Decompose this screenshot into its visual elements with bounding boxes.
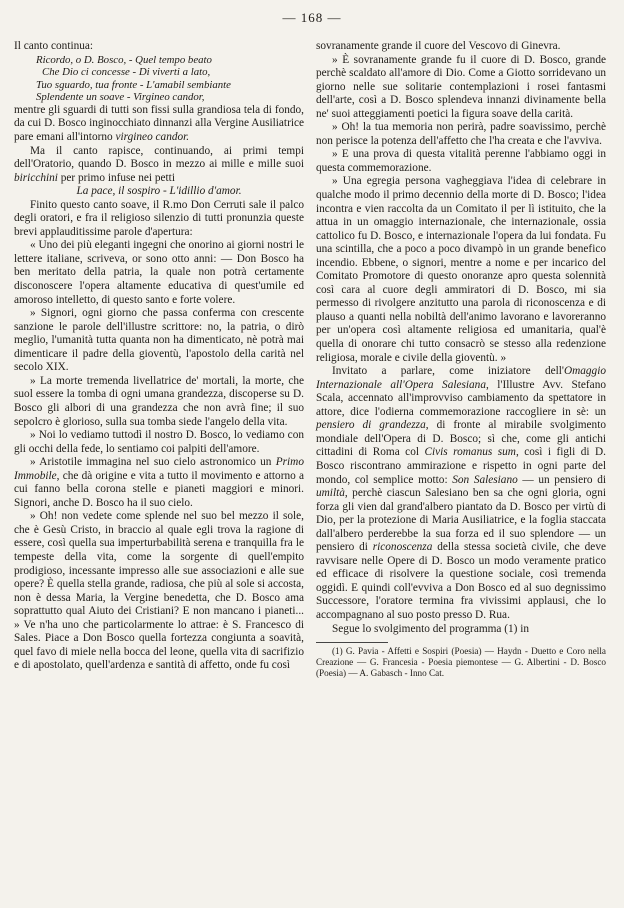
paragraph: [316, 365, 606, 622]
text-span: — un pensiero di: [517, 473, 606, 486]
emphasis: Son Salesiano: [452, 473, 518, 486]
emphasis: Civis romanus sum: [424, 446, 516, 459]
paragraph: » Oh! non vedete come splende nel suo bel mezzo il sole, che è Gesù Cristo, in braccio al quale egli trova la ragione di essere, così quella sua imperturbabilità serena e tranquilla fra le tempeste della vita, come la sorgente di quell'empito prodigioso, incessante impresso alle sue associazioni e alle sue opere? È quella stella grande, radiosa, che più al sole si accosta, non è dessa Maria, la Vergine benedetta, che D. Bosco ama soprattutto qual Aiuto dei Cristiani? E non mancano i pianeti... » Ve n'ha uno che particolarmente lo attrae: è S. Francesco di Sales. Piace a Don Bosco quella fortezza congiunta a soavità, quel favo di miele nella bocca del leone, quella vita di sacrifizio e di apostolato, quell'ardenza e santità di affetto, onde fu così: [14, 510, 304, 672]
paragraph: » La morte tremenda livellatrice de' mortali, la morte, che suol essere la tomba di ogni umana grandezza, discoperse su D. Bosco gli albori di una grandezza che non avrà fine; il suo sepolcro è glorioso, sulla sua tomba siede l'angelo della vita.: [14, 374, 304, 428]
verse-line: Splendente un soave - Virgineo candor,: [36, 91, 205, 104]
verse-line: Ricordo, o D. Bosco, - Quel tempo beato: [36, 53, 212, 66]
text-span: , che dà origine e vita a tutto il movimento e attorno a cui fanno bella corona stelle e pianeti maggiori e minori. Signori, anche D. Bosco ha il suo cielo.: [14, 469, 304, 509]
emphasis: virgineo candor.: [115, 131, 190, 144]
emphasis: pensiero di grandezza: [316, 419, 426, 432]
page-number: — 168 —: [282, 10, 342, 25]
paragraph: Finito questo canto soave, il R.mo Don Cerruti sale il palco degli oratori, e fra il religioso silenzio di tutti pronunzia queste brevi applauditissime parole d'apertura:: [14, 198, 304, 238]
paragraph: » Signori, ogni giorno che passa conferma con crescente sanzione le parole dell'illustre scrittore: no, la patria, o dirò meglio, l'umanità tutta quanta non ha dimenticato, nè potrà mai dimenticare il padre della gioventù, l'apostolo della carità nel secolo XIX.: [14, 307, 304, 374]
paragraph: « Uno dei più eleganti ingegni che onorino ai giorni nostri le lettere italiane, scriveva, or sono otto anni: — Don Bosco ha ben meritato della patria, la quale non potrà certamente disconoscere l'opera altamente educativa di quest'umile ed amoroso intelletto, di questo santo e forte volere.: [14, 239, 304, 306]
text-span: Invitato a parlare, come iniziatore dell': [332, 365, 564, 378]
right-column: [316, 40, 606, 679]
text-span: Ma il canto rapisce, continuando, ai primi tempi dell'Oratorio, quando D. Bosco in mezzo ai mille e mille suoi: [14, 144, 304, 171]
emphasis: biricchini: [14, 171, 58, 184]
text-span: della stessa società civile, che deve ravvisare nelle Opere di D. Bosco un modo veramente pratico ed efficace di risolvere la questione sociale, così tremenda oggidì. E quindi coll'evviva a Don Bosco ed al suo degnissimo Successore, l'oratore termina fra vivissimi applausi, che lo accompagnano al suo posto presso D. Rua.: [316, 541, 606, 621]
paragraph: [14, 456, 304, 510]
footnote-divider: [316, 642, 388, 643]
paragraph: » Noi lo vediamo tuttodì il nostro D. Bosco, lo vediamo con gli occhi della fede, lo sentiamo coi palpiti dell'amore.: [14, 429, 304, 455]
paragraph: sovranamente grande il cuore del Vescovo di Ginevra.: [316, 40, 561, 52]
footnote: (1) G. Pavia - Affetti e Sospiri (Poesia) — Haydn - Duetto e Coro nella Creazione — G. Francesia - Poesia piemontese — G. Albertini - D. Bosco (Poesia) — A. Gabasch - Inno Cat.: [316, 646, 606, 679]
paragraph: Segue lo svolgimento del programma (1) in: [332, 622, 530, 635]
verse-line: Tuo sguardo, tua fronte - L'amabil sembiante: [36, 78, 231, 91]
centered-verse: La pace, il sospiro - L'idillio d'amor.: [76, 185, 242, 198]
left-column: [14, 40, 304, 673]
verse-line: Che Dio ci concesse - Di viverti a lato,: [42, 66, 211, 79]
emphasis: umiltà: [316, 487, 345, 500]
paragraph: Il canto continua:: [14, 40, 94, 52]
emphasis: Omaggio Internazionale all'Opera Salesiana: [316, 365, 606, 391]
text-span: » Aristotile immagina nel suo cielo astronomico un: [30, 456, 276, 469]
text-span: per primo infuse nei petti: [57, 171, 175, 184]
emphasis: riconoscenza: [372, 541, 433, 554]
paragraph: » Oh! la tua memoria non perirà, padre soavissimo, perchè non perisce la potenza dell'affetto che l'ha creata e che l'avviva.: [316, 121, 606, 147]
paragraph: » E una prova di questa vitalità perenne l'abbiamo oggi in questa commemorazione.: [316, 148, 606, 174]
paragraph: » Una egregia persona vagheggiava l'idea di celebrare in qualche modo il primo decennio della morte di D. Bosco; l'idea incontra e vien raccolta da un Comitato il per lì istituito, che la attua in un omaggio internazionale, che internazionale, ossia cattolico fu D. Bosco, e internazionale l'opera da lui fondata. Fu una scintilla, che a poco a poco divampò in un grande benefico incendio. Ebbene, o signori, mentre a nome e per incarico del Comitato Promotore di questo onoranze apro questa solennità così cara al cuore degli ammiratori di D. Bosco, mi sia permesso di rivolgere anzitutto una parola di riconoscenza e di plauso a quanti nella nobiltà dell'animo lavorano e lavoreranno per un'opera così altamente religiosa ed umanitaria, qual'è quella di onorare chi tutto consacrò se stesso alla redenzione religiosa, morale e civile della gioventù. »: [316, 175, 606, 364]
paragraph: [14, 104, 304, 145]
paragraph: » È sovranamente grande fu il cuore di D. Bosco, grande perchè scaldato all'amore di Dio. Come a Giotto sorridevano un giorno nelle sue solitarie contemplazioni i rosei fantasmi dell'arte, così a D. Bosco splendeva innanzi divinamente bella ne' suoi atteggiamenti poetici la figura soave della carità.: [316, 53, 606, 120]
text-span: , perchè ciascun Salesiano ben sa che ogni gloria, ogni forza gli vien dal grand'albero piantato da D. Bosco per virtù di Dio, per la protezione di Maria Ausiliatrice, e la foglia staccata dall'albero perderebbe la sua forza ed il suo splendore — un pensiero di: [316, 487, 606, 554]
text-span: , di fronte al mirabile svolgimento mondiale dell'Opera di D. Bosco; sì che, come gli antichi cittadini di Roma col: [316, 419, 606, 459]
text-span: , l'Illustre Avv. Stefano Scala, accennato all'improvviso cambiamento da spettatore in attore, dice l'odierna commemorazione raccogliere in sè: un: [316, 378, 606, 418]
poem-verse: [36, 54, 304, 104]
text-span: mentre gli sguardi di tutti son fissi sulla grandiosa tela di fondo, da cui D. Bosco inginocchiato dinnanzi alla Vergine Ausiliatrice pare emani all'intorno: [14, 103, 304, 144]
paragraph: [14, 145, 304, 186]
emphasis: Primo Immobile: [14, 456, 304, 482]
text-span: , così i figli di D. Bosco riscontrano ammirazione e rispetto in ogni parte del mondo, col semplice motto:: [316, 446, 607, 486]
